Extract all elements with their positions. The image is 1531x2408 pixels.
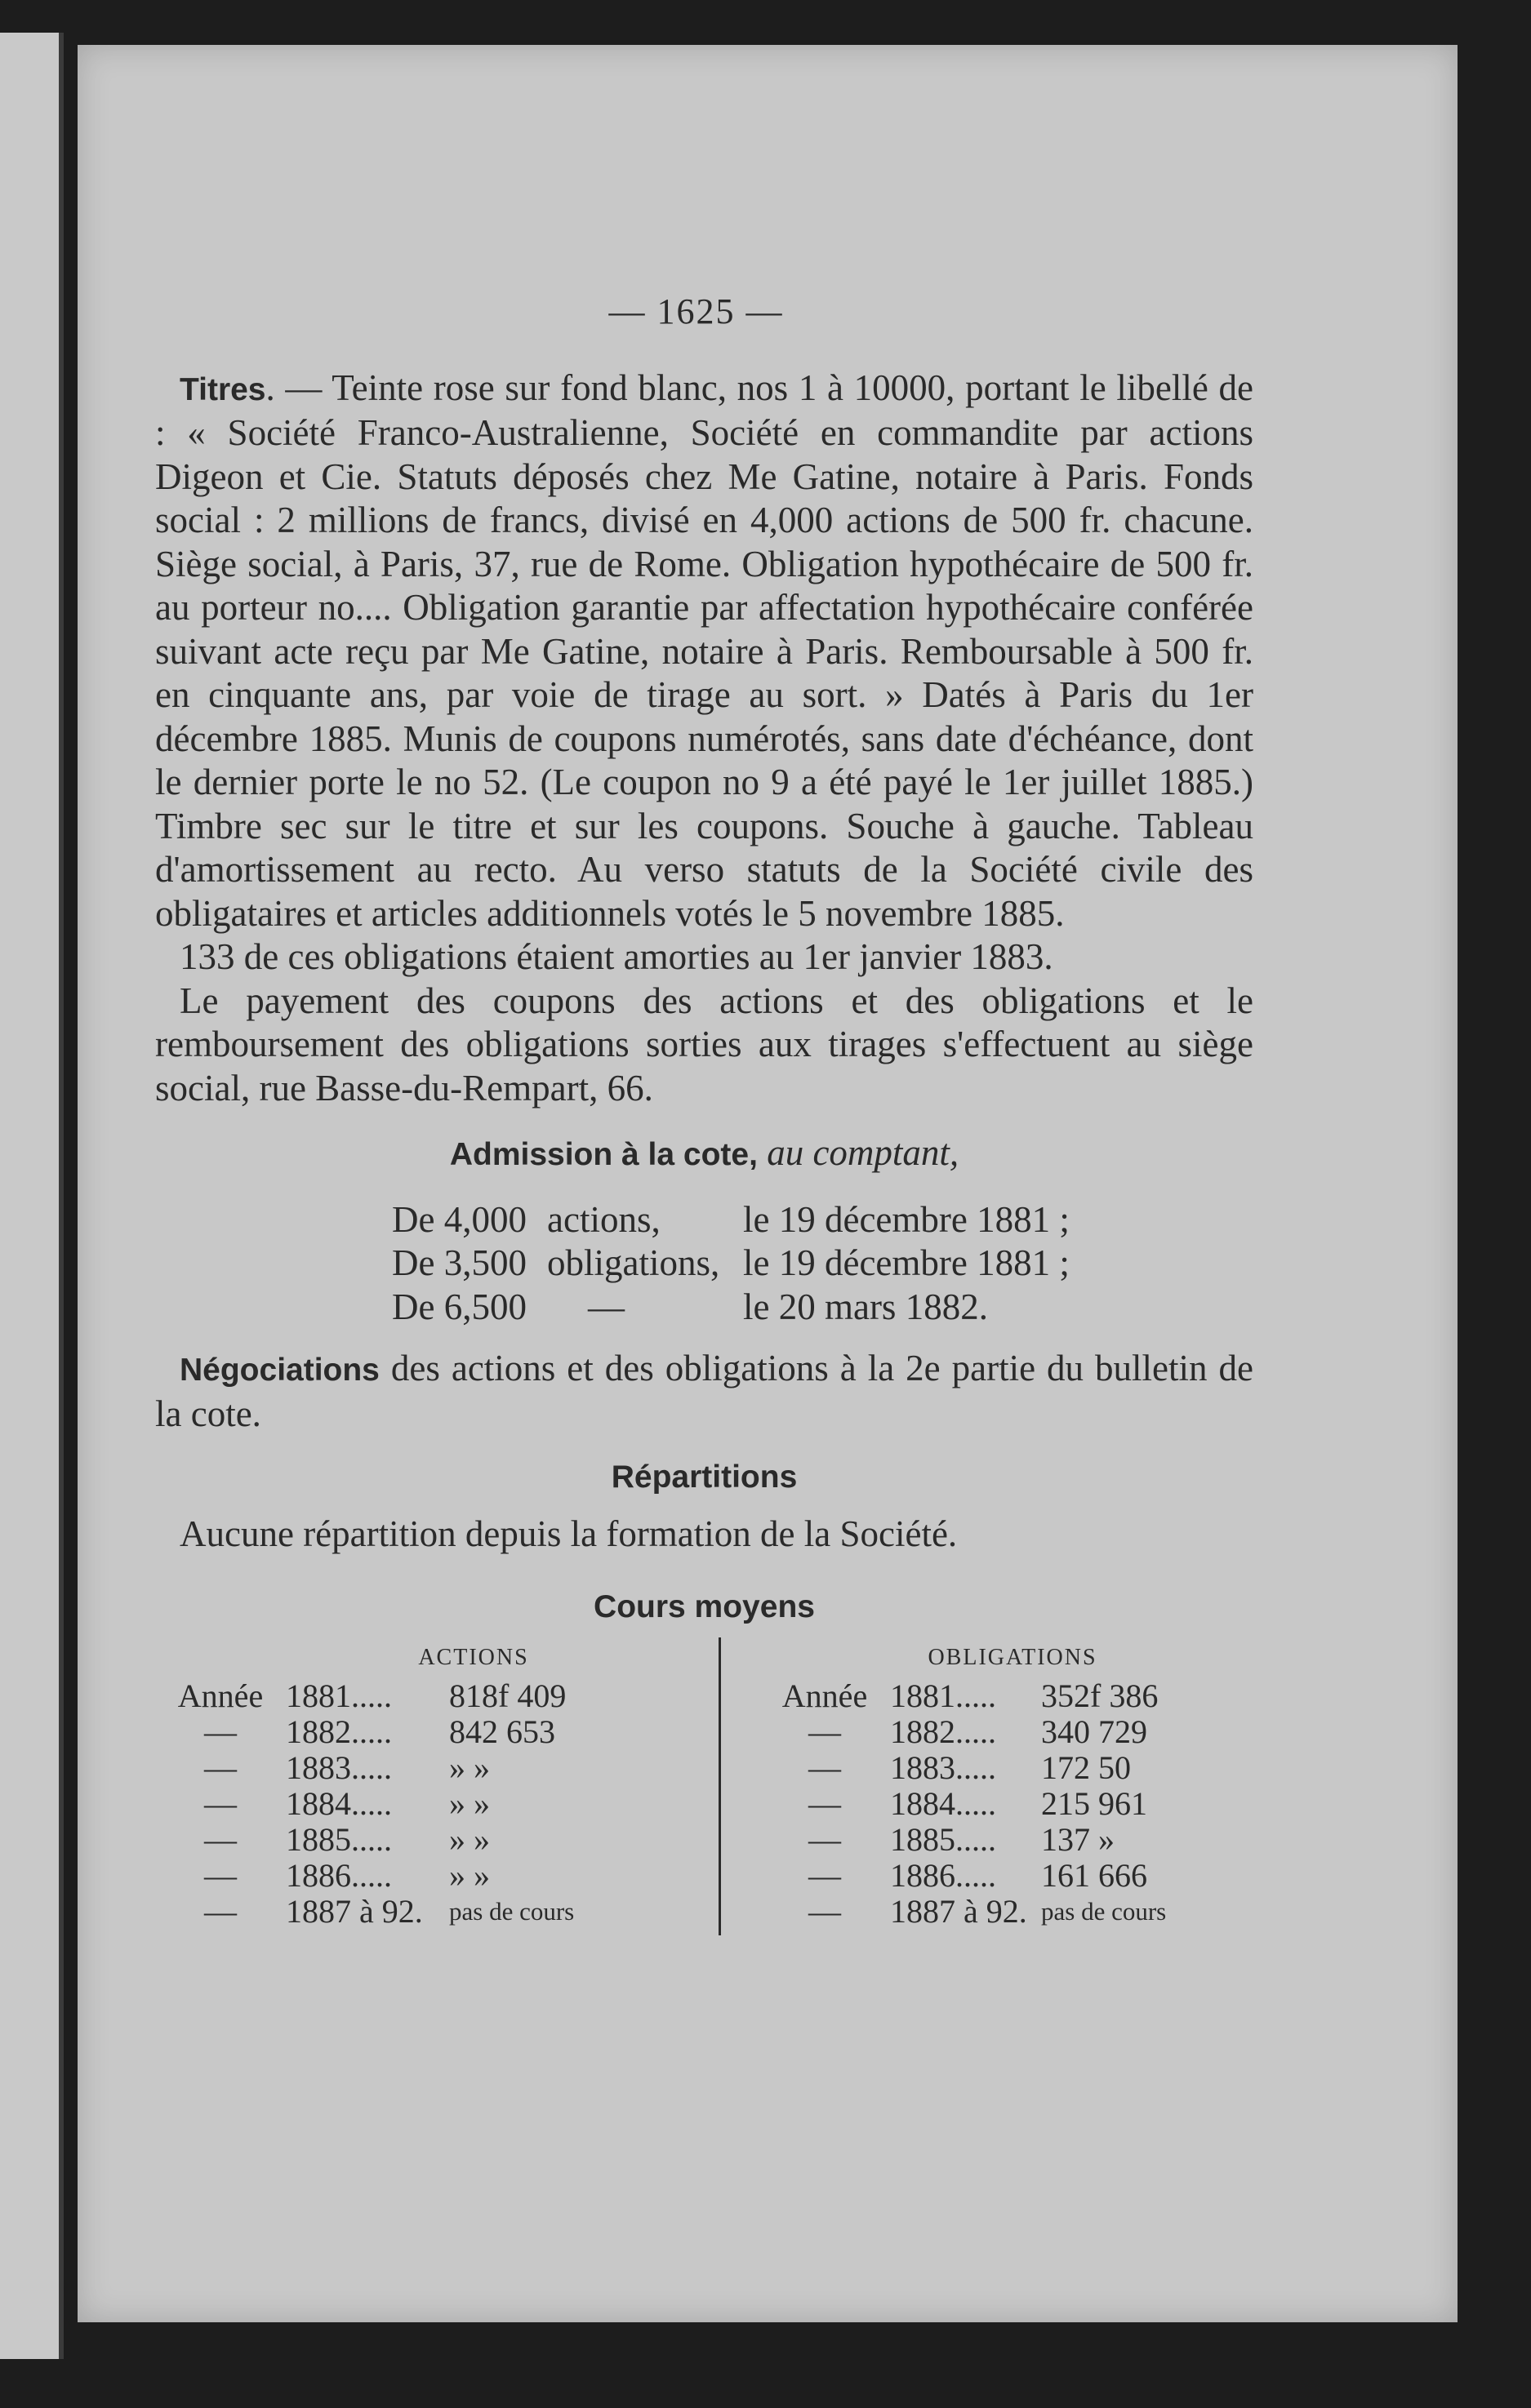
table-row: [155, 1894, 694, 1930]
table-row: [759, 1714, 1266, 1750]
admission-title-italic: au comptant,: [767, 1132, 959, 1173]
table-row: [155, 1822, 694, 1858]
cell-period: 1882.....: [286, 1713, 392, 1750]
table-row: [759, 1678, 1266, 1714]
cell-year: —: [204, 1856, 237, 1894]
cell-period: 1884.....: [286, 1784, 392, 1822]
repartitions-text: Aucune répartition depuis la formation de la Société.: [180, 1513, 958, 1554]
cell-year: —: [808, 1820, 841, 1858]
cours-tables: [155, 1637, 1253, 1980]
cell-period: 1887 à 92.: [286, 1892, 423, 1930]
cell-value: 215 961: [1041, 1784, 1147, 1822]
cell-period: 1883.....: [286, 1748, 392, 1786]
cell-year: —: [808, 1713, 841, 1750]
admission-line: [392, 1286, 1253, 1330]
cell-value: » »: [449, 1820, 490, 1858]
titres-paragraph: [155, 367, 1253, 936]
facing-page-edge: [0, 33, 64, 2359]
cell-value: 161 666: [1041, 1856, 1147, 1894]
table-row: [759, 1894, 1266, 1930]
table-row: [155, 1786, 694, 1822]
page-number: — 1625 —: [608, 291, 784, 331]
admission-date: le 19 décembre 1881 ;: [743, 1198, 1070, 1240]
cours-title: Cours moyens: [594, 1589, 815, 1624]
cell-year: —: [808, 1784, 841, 1822]
admission-title-bold: Admission à la cote,: [449, 1137, 758, 1172]
cell-value: 352f 386: [1041, 1677, 1159, 1714]
cell-year: —: [808, 1748, 841, 1786]
cell-value: » »: [449, 1784, 490, 1822]
table-row: [759, 1750, 1266, 1786]
cell-value: 137 »: [1041, 1820, 1115, 1858]
table-row: [759, 1786, 1266, 1822]
cell-value: pas de cours: [449, 1896, 575, 1926]
admission-date: le 19 décembre 1881 ;: [743, 1242, 1070, 1283]
cell-period: 1881.....: [286, 1677, 392, 1714]
negociations-text: des actions et des obligations à la 2e partie du bulletin de la cote.: [155, 1348, 1253, 1434]
cell-value: 340 729: [1041, 1713, 1147, 1750]
cell-year: —: [204, 1820, 237, 1858]
amorties-paragraph: 133 de ces obligations étaient amorties au 1er janvier 1883.: [180, 936, 1053, 977]
cell-year: —: [808, 1856, 841, 1894]
cell-value: 818f 409: [449, 1677, 567, 1714]
admission-type: actions,: [547, 1198, 661, 1240]
payement-paragraph: Le payement des coupons des actions et des obligations et le remboursement des obligations sorties aux tirages s'effectuent au siège social, rue Basse-du-Rempart, 66.: [155, 980, 1253, 1108]
admission-type: obligations,: [547, 1242, 720, 1283]
cell-year: Année: [781, 1677, 868, 1714]
cell-year: —: [808, 1892, 841, 1930]
cell-period: 1885.....: [890, 1820, 996, 1858]
admission-count: De 6,500: [392, 1286, 527, 1327]
admission-count: De 4,000: [392, 1198, 527, 1240]
admission-line: [392, 1198, 1253, 1242]
obligations-header: OBLIGATIONS: [928, 1644, 1097, 1670]
titres-label: Titres: [180, 371, 266, 407]
cell-year: —: [204, 1748, 237, 1786]
actions-table: [155, 1637, 694, 1930]
cell-value: pas de cours: [1041, 1896, 1167, 1926]
table-divider: [719, 1637, 721, 1935]
table-row: [759, 1822, 1266, 1858]
page-content: [155, 290, 1253, 1980]
table-row: [155, 1750, 694, 1786]
admission-count: De 3,500: [392, 1242, 527, 1283]
obligations-table: [759, 1637, 1266, 1930]
cell-period: 1885.....: [286, 1820, 392, 1858]
admission-list: [392, 1198, 1253, 1330]
cell-value: » »: [449, 1856, 490, 1894]
cell-year: Année: [177, 1677, 264, 1714]
cell-year: —: [204, 1892, 237, 1930]
cell-period: 1881.....: [890, 1677, 996, 1714]
negociations-label: Négociations: [180, 1353, 380, 1388]
table-row: [155, 1678, 694, 1714]
cell-value: 172 50: [1041, 1748, 1131, 1786]
cell-value: » »: [449, 1748, 490, 1786]
cell-period: 1886.....: [286, 1856, 392, 1894]
admission-line: [392, 1242, 1253, 1286]
table-row: [155, 1858, 694, 1894]
document-page: [78, 45, 1458, 2322]
negociations-paragraph: [155, 1347, 1253, 1436]
table-row: [759, 1858, 1266, 1894]
admission-type: —: [588, 1286, 625, 1327]
repartitions-title: Répartitions: [611, 1459, 798, 1495]
cell-period: 1886.....: [890, 1856, 996, 1894]
cell-year: —: [204, 1713, 237, 1750]
cell-year: —: [204, 1784, 237, 1822]
actions-header: ACTIONS: [418, 1644, 529, 1670]
admission-title: [155, 1131, 1253, 1177]
cell-period: 1884.....: [890, 1784, 996, 1822]
cell-period: 1882.....: [890, 1713, 996, 1750]
cell-period: 1887 à 92.: [890, 1892, 1027, 1930]
cell-value: 842 653: [449, 1713, 555, 1750]
cell-period: 1883.....: [890, 1748, 996, 1786]
titres-text: . — Teinte rose sur fond blanc, nos 1 à 10000, portant le libellé de : « Société Franco-Australienne, Société en commandite par actions Digeon et Cie. Statuts déposés chez Me Gatine, notaire à Paris. Fonds social : 2 millions de francs, divisé en 4,000 actions de 500 fr. chacune. Siège social, à Paris, 37, rue de Rome. Obligation hypothécaire de 500 fr. au porteur no.... Obligation garantie par affectation hypothécaire conférée suivant acte reçu par Me Gatine, notaire à Paris. Remboursable à 500 fr. en cinquante ans, par voie de tirage au sort. » Datés à Paris du 1er décembre 1885. Munis de coupons numérotés, sans date d'échéance, dont le dernier porte le no 52. (Le coupon no 9 a été payé le 1er juillet 1885.) Timbre sec sur le titre et sur les coupons. Souche à gauche. Tableau d'amortissement au recto. Au verso statuts de la Société civile des obligataires et articles additionnels votés le 5 novembre 1885.: [155, 367, 1253, 934]
table-row: [155, 1714, 694, 1750]
admission-date: le 20 mars 1882.: [743, 1286, 988, 1327]
